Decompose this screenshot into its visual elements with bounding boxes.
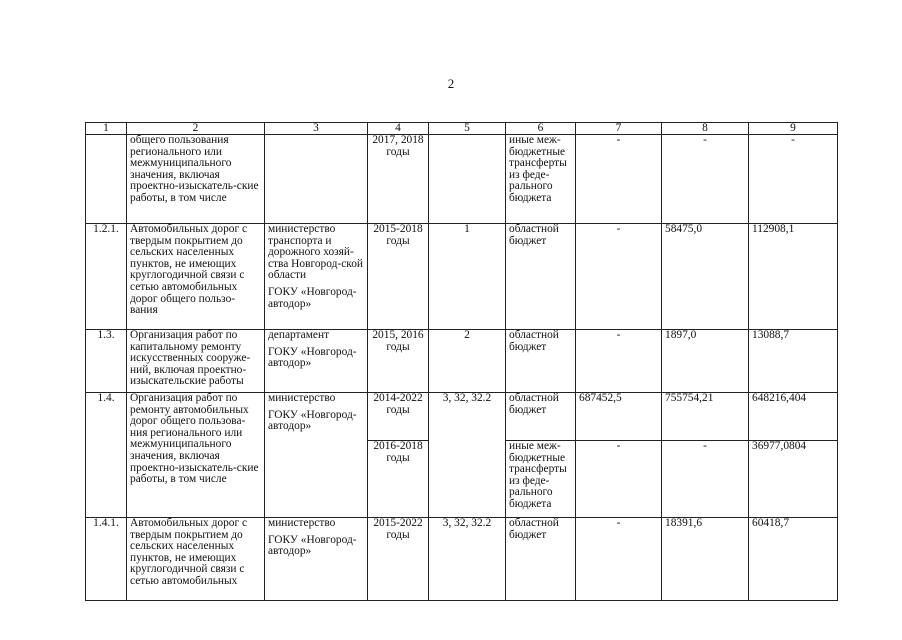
amount-cell-7: - [576, 330, 662, 393]
executor-cell [265, 393, 368, 518]
amount-cell-8: 755754,21 [662, 393, 749, 441]
funding-source-cell: областной бюджет [506, 518, 576, 601]
amount-cell-9: 60418,7 [749, 518, 838, 601]
header-cell: 4 [368, 123, 429, 135]
executor-secondary: ГОКУ «Новгород-автодор» [268, 285, 357, 310]
period-cell: 2015, 2016 годы [368, 330, 429, 393]
period-cell: 2015-2018 годы [368, 224, 429, 330]
item-number-cell [86, 135, 127, 224]
item-number-cell: 1.2.1. [86, 224, 127, 330]
indicator-cell: 3, 32, 32.2 [429, 518, 506, 601]
funding-source-cell: иные меж-бюджетные трансферты из феде-рального бюджета [506, 441, 576, 518]
amount-cell-9: 13088,7 [749, 330, 838, 393]
activity-cell: Организация работ по капитальному ремонту искусственных сооруже-ний, включая проектно-изыскательские работы [127, 330, 265, 393]
executor-secondary: ГОКУ «Новгород-автодор» [268, 408, 357, 433]
indicator-cell: 1 [429, 224, 506, 330]
table-body [86, 123, 838, 601]
period-cell: 2016-2018 годы [368, 441, 429, 518]
program-table [85, 122, 838, 601]
amount-cell-8: 58475,0 [662, 224, 749, 330]
activity-cell: Автомобильных дорог с твердым покрытием до сельских населенных пунктов, не имеющих круглогодичной связи с сетью автомобильных [127, 518, 265, 601]
activity-cell: Организация работ по ремонту автомобильных дорог общего пользова-ния регионального или межмуниципального значения, включая проектно-изыскатель-ские работы, в том числе [127, 393, 265, 518]
activity-cell: общего пользования регионального или межмуниципального значения, включая проектно-изыскатель-ские работы, в том числе [127, 135, 265, 224]
header-cell: 9 [749, 123, 838, 135]
item-number-cell: 1.4. [86, 393, 127, 518]
amount-cell-9: 112908,1 [749, 224, 838, 330]
header-cell: 5 [429, 123, 506, 135]
funding-source-cell: областной бюджет [506, 330, 576, 393]
amount-cell-7: - [576, 135, 662, 224]
indicator-cell [429, 135, 506, 224]
activity-cell: Автомобильных дорог с твердым покрытием до сельских населенных пунктов, не имеющих круглогодичной связи с сетью автомобильных дорог общего пользо-вания [127, 224, 265, 330]
executor-primary: министерство [268, 392, 336, 404]
header-cell: 2 [127, 123, 265, 135]
amount-cell-7: 687452,5 [576, 393, 662, 441]
funding-source-cell: областной бюджет [506, 393, 576, 441]
header-cell: 1 [86, 123, 127, 135]
amount-cell-7: - [576, 518, 662, 601]
item-number-cell: 1.3. [86, 330, 127, 393]
funding-source-cell: иные меж-бюджетные трансферты из феде-рального бюджета [506, 135, 576, 224]
header-cell: 6 [506, 123, 576, 135]
indicator-cell: 2 [429, 330, 506, 393]
header-cell: 7 [576, 123, 662, 135]
amount-cell-8: - [662, 135, 749, 224]
executor-primary: министерство транспорта и дорожного хозяй-ства Новгород-ской области [268, 223, 364, 282]
amount-cell-8: 18391,6 [662, 518, 749, 601]
period-cell: 2014-2022 годы [368, 393, 429, 441]
period-cell: 2017, 2018 годы [368, 135, 429, 224]
amount-cell-9: 648216,404 [749, 393, 838, 441]
header-cell: 8 [662, 123, 749, 135]
executor-cell [265, 330, 368, 393]
table-row [86, 224, 838, 330]
amount-cell-7: - [576, 224, 662, 330]
funding-source-cell: областной бюджет [506, 224, 576, 330]
item-number-cell: 1.4.1. [86, 518, 127, 601]
executor-cell [265, 518, 368, 601]
page-number: 2 [447, 76, 455, 91]
amount-cell-8: - [662, 441, 749, 518]
amount-cell-7: - [576, 441, 662, 518]
executor-cell [265, 135, 368, 224]
table-row [86, 518, 838, 601]
table-row [86, 393, 838, 441]
amount-cell-9: 36977,0804 [749, 441, 838, 518]
header-cell: 3 [265, 123, 368, 135]
indicator-cell: 3, 32, 32.2 [429, 393, 506, 518]
table-row [86, 330, 838, 393]
executor-primary: департамент [268, 329, 330, 341]
table-row [86, 135, 838, 224]
executor-primary: министерство [268, 517, 336, 529]
period-cell: 2015-2022 годы [368, 518, 429, 601]
executor-cell [265, 224, 368, 330]
executor-secondary: ГОКУ «Новгород-автодор» [268, 533, 357, 558]
header-row [86, 123, 838, 135]
executor-secondary: ГОКУ «Новгород-автодор» [268, 345, 357, 370]
amount-cell-8: 1897,0 [662, 330, 749, 393]
amount-cell-9: - [749, 135, 838, 224]
